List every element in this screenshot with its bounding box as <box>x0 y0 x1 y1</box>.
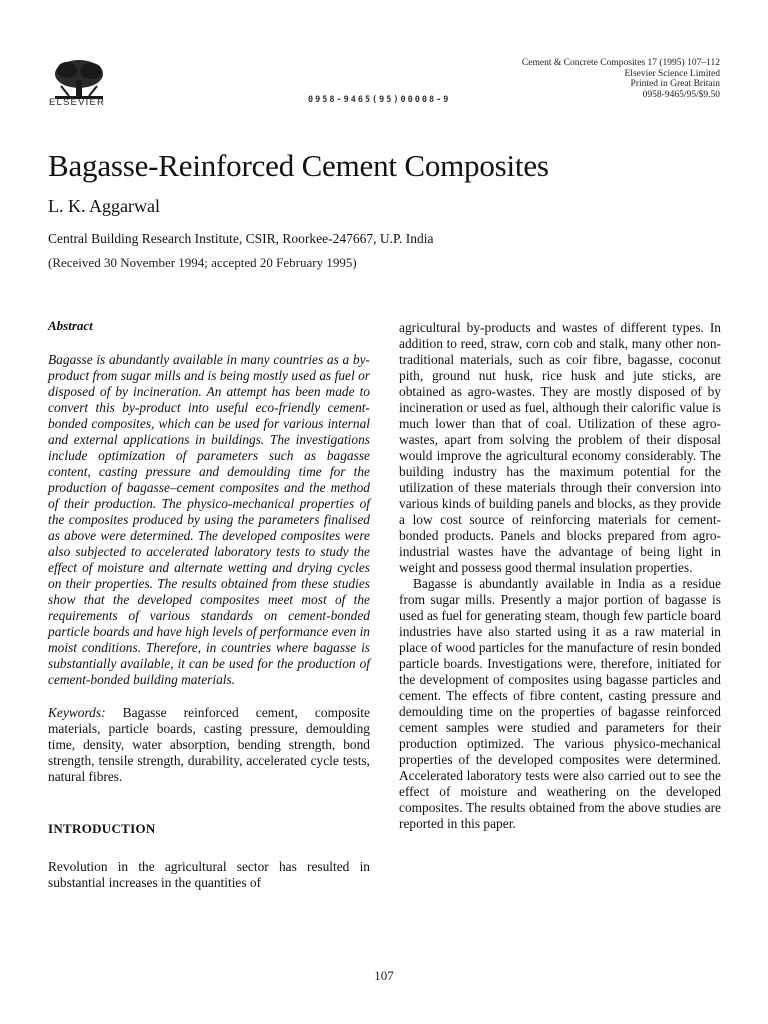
abstract-text: Bagasse is abundantly available in many countries as a by-product from sugar mills and is being mostly used as fuel or disposed of by incineration. An attempt has been made to convert this by-product into useful eco-friendly cement-bonded composites, which can be used for various internal and external applications in buildings. The investigations include optimization of parameters such as bagasse content, casting pressure and demoulding time for the production of bagasse–cement composites and the method of their production. The physico-mechanical properties of the composites produced by using the parameters finalised as above were determined. The developed composites were also subjected to accelerated laboratory tests to study the effect of moisture and alternate wetting and drying cycles on their properties. The results obtained from these studies show that the developed composites meet most of the requirements of various standards on cement-bonded particle boards and have high levels of performance even in moist conditions. Therefore, in countries where bagasse is substantially available, it can be used for the production of cement-bonded building materials. <box>48 352 370 687</box>
right-column <box>399 320 721 832</box>
printed-in-line: Printed in Great Britain <box>630 79 720 89</box>
journal-citation-line: Cement & Concrete Composites 17 (1995) 107–112 <box>521 58 720 68</box>
page-number: 107 <box>374 968 394 983</box>
introduction-paragraph-2: Bagasse is abundantly available in India as a residue from sugar mills. Presently a major portion of bagasse is used as fuel for generating steam, though few particle board industries have also started using it as a raw material in place of wood particles for the manufacture of resin bonded particle boards. Investigations were, therefore, initiated for the development of composites using bagasse particles and cement. The effects of fibre content, casting pressure and demoulding time on the properties of bagasse reinforced cement samples were studied and parameters for their production optimized. The various physico-mechanical properties of the developed composites were determined. Accelerated laboratory tests were also carried out to see the effect of moisture and weathering on the developed composites. The results obtained from the above studies are reported in this paper. <box>399 576 721 831</box>
author-name: L. K. Aggarwal <box>48 196 160 216</box>
keywords-label: Keywords: <box>48 705 106 720</box>
author-affiliation: Central Building Research Institute, CSIR, Roorkee-247667, U.P. India <box>48 231 434 246</box>
introduction-paragraph-start: Revolution in the agricultural sector has resulted in substantial increases in the quantities of <box>48 859 370 890</box>
received-dates: (Received 30 November 1994; accepted 20 February 1995) <box>48 255 357 270</box>
left-column <box>48 318 370 891</box>
introduction-heading: INTRODUCTION <box>48 821 156 836</box>
article-title: Bagasse-Reinforced Cement Composites <box>48 148 549 183</box>
publisher-name: ELSEVIER <box>49 97 106 108</box>
introduction-paragraph-continued: agricultural by-products and wastes of different types. In addition to reed, straw, corn cob and stalk, many other non-traditional materials, such as coir fibre, bagasse, coconut pith, ground nut husk, rice husk and jute sticks, are obtained as agro-wastes. They are mostly disposed of by incineration or used as fuel, although their calorific value is much lower than that of coal. Utilization of these agro-wastes, apart from solving the problem of their disposal would improve the agricultural economy considerably. The building industry has the maximum potential for the utilization of these materials through their conversion into various kinds of building panels and blocks, as they provide a low cost source of reinforcing materials for cement-bonded products. Panels and blocks prepared from agro-industrial wastes have the advantage of being light in weight and possess good thermal insulation properties. <box>399 320 721 575</box>
journal-citation-block <box>522 58 720 100</box>
price-code-line: 0958-9465/95/$9.50 <box>642 89 720 100</box>
abstract-heading: Abstract <box>48 318 93 333</box>
keywords-paragraph <box>48 705 370 785</box>
article-issn-code: 0958-9465(95)00008-9 <box>308 95 451 105</box>
keywords-text: Bagasse reinforced cement, composite materials, particle boards, casting pressure, demoulding time, density, water absorption, bending strength, bond strength, tensile strength, durability, accelerated cycle tests, natural fibres. <box>48 705 370 784</box>
publisher-line: Elsevier Science Limited <box>624 68 720 79</box>
